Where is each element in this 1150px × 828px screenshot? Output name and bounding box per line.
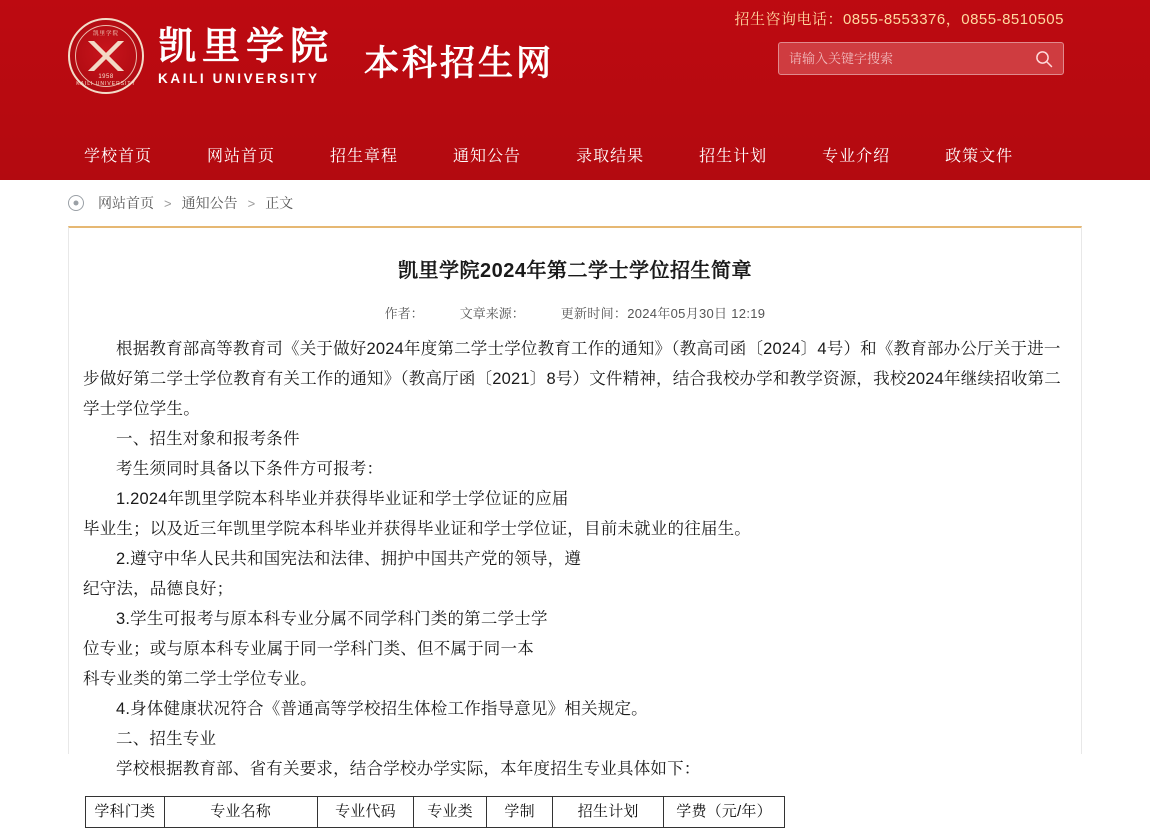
main-nav (0, 128, 1150, 180)
nav-item-admission-results[interactable]: 录取结果 (576, 147, 645, 165)
article-meta (83, 303, 1067, 322)
brand-name-cn: 凯里学院 (158, 23, 335, 69)
article-paragraph: 根据教育部高等教育司《关于做好2024年度第二学士学位教育工作的通知》（教高司函〔2024〕4号）和《教育部办公厅关于进一步做好第二学士学位教育有关工作的通知》（教高厅函〔2021〕8号）文件精神，结合我校办学和教学资源，我校2024年继续招收第二学士学位学生。 (83, 340, 1061, 418)
logo-year-text: 1958 (98, 74, 114, 80)
meta-time-value: 2024年05月30日 12:19 (627, 306, 766, 321)
table-header-cell: 学费（元/年） (664, 797, 785, 828)
location-pin-icon (68, 195, 84, 211)
table-header-cell: 学科门类 (86, 797, 165, 828)
site-header (0, 0, 1150, 180)
breadcrumb-separator: > (164, 195, 172, 211)
article-container (68, 226, 1082, 820)
table-header-cell: 招生计划 (553, 797, 664, 828)
table-header-cell: 专业名称 (164, 797, 317, 828)
search-icon (1034, 49, 1054, 69)
brand-names (158, 23, 335, 86)
article-body (83, 334, 1067, 828)
search-input[interactable] (779, 43, 1025, 74)
article-paragraph: 2.遵守中华人民共和国宪法和法律、拥护中国共产党的领导，遵 (116, 550, 582, 568)
nav-item-policy-docs[interactable]: 政策文件 (945, 147, 1014, 165)
meta-author-label: 作者： (384, 306, 424, 321)
article-paragraph: 纪守法，品德良好； (83, 580, 234, 598)
search-box[interactable] (778, 42, 1064, 75)
article-paragraph: 1.2024年凯里学院本科毕业并获得毕业证和学士学位证的应届 (116, 490, 569, 508)
nav-item-admission-rules[interactable]: 招生章程 (330, 147, 399, 165)
article-paragraph: 学校根据教育部、省有关要求，结合学校办学实际，本年度招生专业具体如下： (116, 760, 701, 778)
logo-arc-top-text: 凯里学院 (92, 31, 119, 37)
nav-item-majors[interactable]: 专业介绍 (822, 147, 891, 165)
site-title: 本科招生网 (364, 43, 555, 84)
article-paragraph: 考生须同时具备以下条件方可报考： (116, 460, 384, 478)
admissions-hotline: 招生咨询电话：0855-8553376，0855-8510505 (734, 11, 1064, 28)
breadcrumb-current: 正文 (265, 195, 294, 211)
table-header-cell: 专业代码 (317, 797, 414, 828)
article-paragraph: 4.身体健康状况符合《普通高等学校招生体检工作指导意见》相关规定。 (116, 700, 648, 718)
nav-item-school-home[interactable]: 学校首页 (84, 147, 153, 165)
nav-item-notices[interactable]: 通知公告 (453, 147, 522, 165)
article-paragraph: 位专业；或与原本科专业属于同一学科门类、但不属于同一本 (83, 640, 534, 658)
breadcrumb-home[interactable]: 网站首页 (98, 195, 154, 211)
article-paragraph: 二、招生专业 (116, 730, 217, 748)
article-paragraph: 一、招生对象和报考条件 (116, 430, 300, 448)
article-title: 凯里学院2024年第二学士学位招生简章 (398, 260, 752, 282)
brand-name-en: KAILI UNIVERSITY (158, 70, 320, 86)
table-header-cell: 专业类 (414, 797, 487, 828)
meta-time-label: 更新时间： (560, 306, 628, 321)
nav-item-site-home[interactable]: 网站首页 (207, 147, 276, 165)
logo-arc-bottom-text: KAILI UNIVERSITY (76, 81, 136, 87)
majors-table (85, 796, 785, 828)
table-row (86, 797, 785, 828)
table-header-cell: 学制 (486, 797, 552, 828)
site-brand[interactable] (68, 18, 334, 94)
logo-emblem-icon (86, 41, 126, 71)
meta-update-time (561, 303, 766, 322)
breadcrumb-section[interactable]: 通知公告 (181, 195, 238, 211)
university-logo-icon (68, 18, 144, 94)
article-paragraph: 毕业生；以及近三年凯里学院本科毕业并获得毕业证和学士学位证，目前未就业的往届生。 (83, 520, 751, 538)
search-button[interactable] (1025, 43, 1063, 74)
meta-source-label: 文章来源： (459, 306, 525, 321)
article-paragraph: 科专业类的第二学士学位专业。 (83, 670, 317, 688)
article-paragraph: 3.学生可报考与原本科专业分属不同学科门类的第二学士学 (116, 610, 548, 628)
breadcrumb (0, 180, 1150, 226)
nav-item-admission-plan[interactable]: 招生计划 (699, 147, 768, 165)
breadcrumb-separator-2: > (247, 195, 256, 211)
